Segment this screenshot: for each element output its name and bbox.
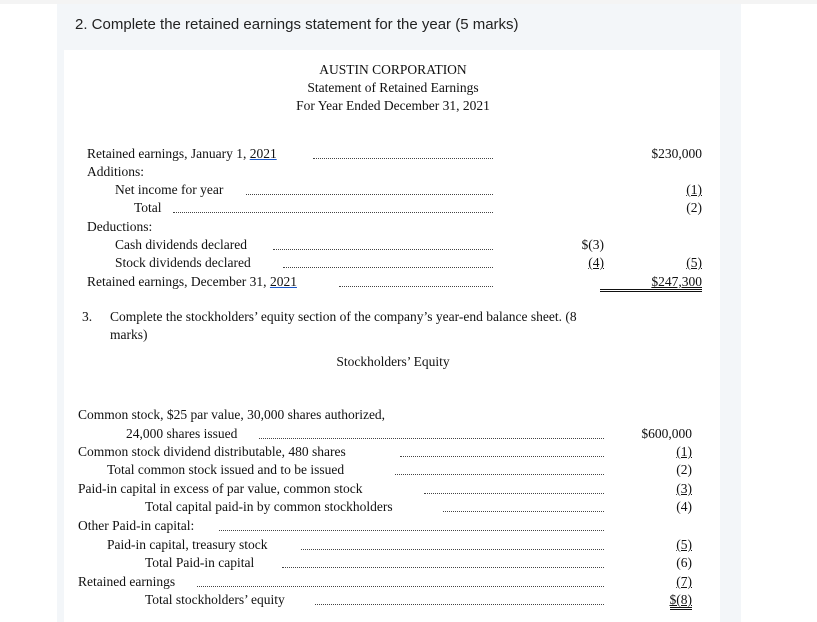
total-equity-amount-value: $(8) [670,592,693,610]
leader-dots [301,549,604,550]
total-equity-label: Total stockholders’ equity [145,592,285,607]
total-pic-amount: (4) [676,499,692,514]
leader-dots [246,194,493,195]
net-income-amount: (1) [686,182,702,197]
leader-dots [315,604,604,605]
question-2-title: 2. Complete the retained earnings statement for the year (5 marks) [75,16,519,33]
treasury-label: Paid-in capital, treasury stock [107,537,268,552]
leader-dots [259,438,604,439]
re-begin-amount: $230,000 [651,146,702,161]
leader-dots [273,249,493,250]
total-pic-label: Total capital paid-in by common stockholders [145,499,393,514]
cash-dividends-amount: $(3) [581,237,604,252]
shares-issued-label: 24,000 shares issued [126,426,238,441]
total-deductions-amount: (5) [686,255,702,270]
re-begin-label: Retained earnings, January 1, [87,146,247,161]
common-stock-amount: $600,000 [641,426,692,441]
pic-excess-label: Paid-in capital in excess of par value, common stock [78,481,363,496]
total-label: Total [134,200,162,215]
re-end-amount-value: $247,300 [651,274,702,289]
leader-dots [443,511,604,512]
company-name: AUSTIN CORPORATION [319,62,467,77]
total-paid-in-label: Total Paid-in capital [145,555,255,570]
question-3-line2: marks) [110,327,148,342]
retained-earnings-amount: (7) [676,574,692,589]
re-end-amount [600,274,702,292]
re-end-label: Retained earnings, December 31, [87,274,267,289]
distributable-label: Common stock dividend distributable, 480 shares [78,444,346,459]
common-stock-label: Common stock, $25 par value, 30,000 shares authorized, [78,407,386,422]
re-begin-row [87,146,277,162]
statement-name: Statement of Retained Earnings [307,80,479,95]
leader-dots [283,267,493,268]
total-common-amount: (2) [676,462,692,477]
leader-dots [219,530,604,531]
distributable-amount: (1) [676,444,692,459]
net-income-label: Net income for year [115,182,224,197]
leader-dots [339,286,493,287]
leader-dots [173,212,493,213]
total-common-label: Total common stock issued and to be issued [107,462,345,477]
total-paid-in-amount: (6) [676,555,692,570]
other-pic-label: Other Paid-in capital: [78,518,195,533]
deductions-label: Deductions: [87,219,153,234]
leader-dots [395,474,604,475]
leader-dots [282,567,604,568]
stock-dividends-label: Stock dividends declared [115,255,251,270]
statement-period: For Year Ended December 31, 2021 [296,98,490,113]
leader-dots [197,586,604,587]
total-amount: (2) [686,200,702,215]
treasury-amount: (5) [676,537,692,552]
question-3-line1: Complete the stockholders’ equity section of the company’s year-end balance sheet. (8 [110,309,577,324]
additions-label: Additions: [87,164,145,179]
stock-dividends-amount: (4) [588,255,604,270]
leader-dots [400,456,604,457]
re-begin-year: 2021 [249,146,277,161]
leader-dots [424,493,604,494]
question-3-number: 3. [82,309,93,324]
re-end-year: 2021 [269,274,297,289]
total-equity-amount [610,592,692,607]
pic-excess-amount: (3) [676,481,692,496]
re-end-row [87,274,297,290]
equity-heading: Stockholders’ Equity [336,354,450,369]
leader-dots [313,158,493,159]
retained-earnings-label: Retained earnings [78,574,176,589]
cash-dividends-label: Cash dividends declared [115,237,247,252]
